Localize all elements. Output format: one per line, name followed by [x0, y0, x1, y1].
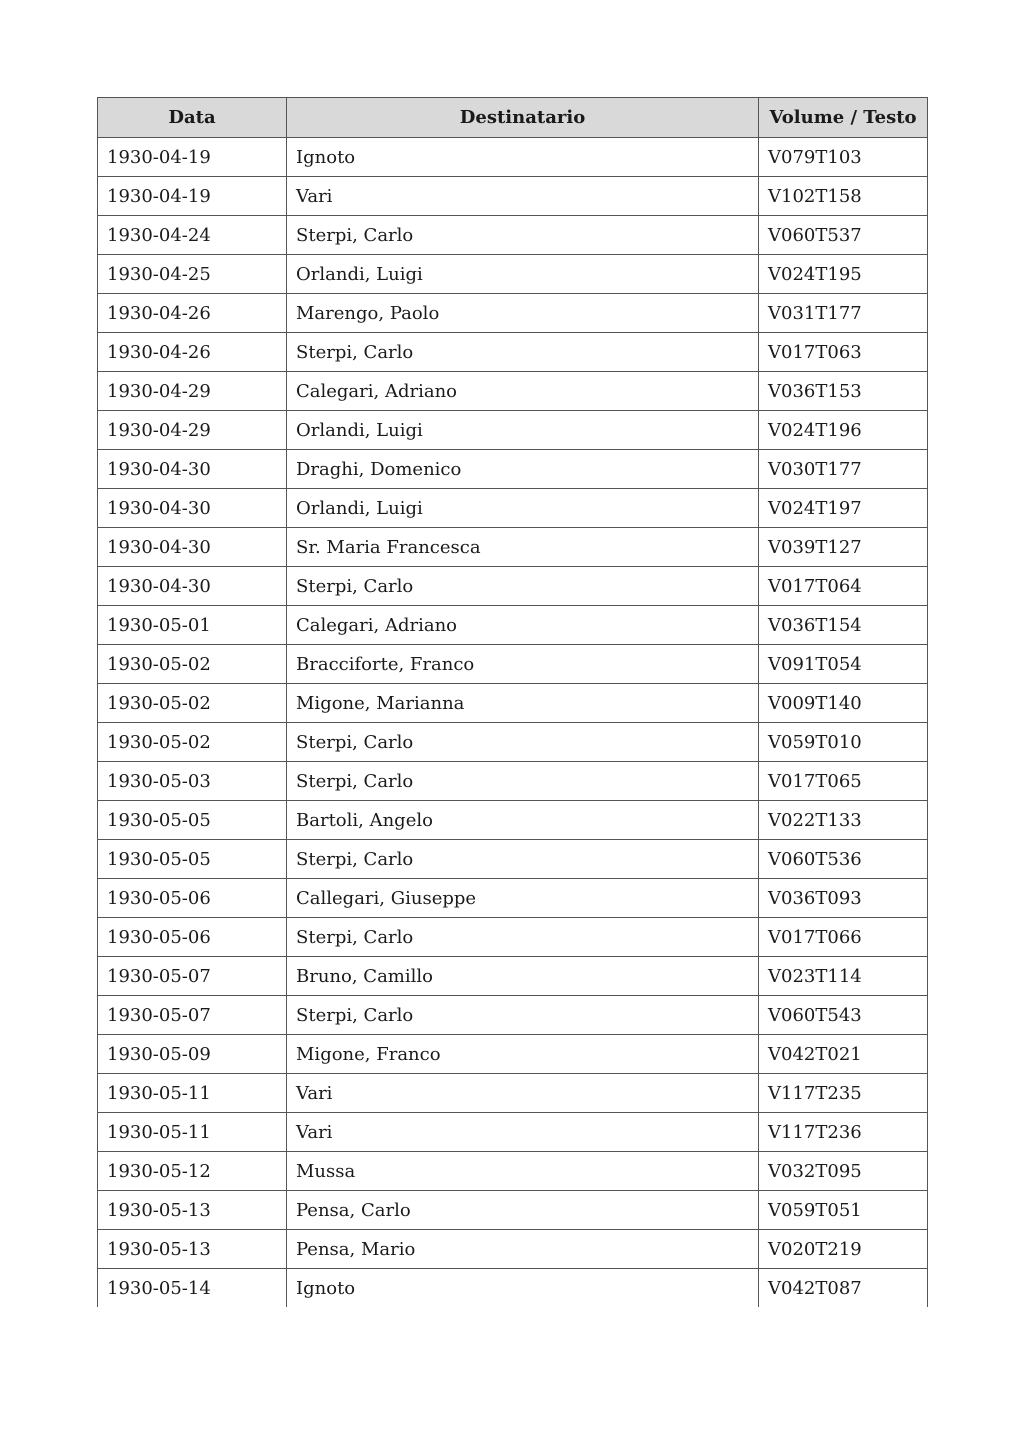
- cell-recipient: Bartoli, Angelo: [287, 801, 759, 840]
- cell-recipient: Sr. Maria Francesca: [287, 528, 759, 567]
- cell-date: 1930-04-25: [98, 255, 287, 294]
- cell-date: 1930-05-03: [98, 762, 287, 801]
- table-row: [98, 879, 928, 918]
- cell-date: 1930-05-06: [98, 918, 287, 957]
- cell-recipient: Callegari, Giuseppe: [287, 879, 759, 918]
- cell-date: 1930-04-29: [98, 372, 287, 411]
- cell-volume: V060T543: [759, 996, 928, 1035]
- cell-volume: V017T063: [759, 333, 928, 372]
- cell-recipient: Orlandi, Luigi: [287, 489, 759, 528]
- cell-recipient: Sterpi, Carlo: [287, 333, 759, 372]
- column-header-date: Data: [98, 98, 287, 138]
- cell-recipient: Migone, Marianna: [287, 684, 759, 723]
- table-row: [98, 450, 928, 489]
- table-row: [98, 567, 928, 606]
- cell-volume: V030T177: [759, 450, 928, 489]
- table-row: [98, 177, 928, 216]
- table-row: [98, 333, 928, 372]
- cell-volume: V024T195: [759, 255, 928, 294]
- table-body: [98, 138, 928, 1308]
- cell-recipient: Mussa: [287, 1152, 759, 1191]
- table-row: [98, 723, 928, 762]
- table-row: [98, 1230, 928, 1269]
- table-row: [98, 996, 928, 1035]
- cell-volume: V032T095: [759, 1152, 928, 1191]
- cell-recipient: Vari: [287, 1113, 759, 1152]
- cell-recipient: Bracciforte, Franco: [287, 645, 759, 684]
- table-row: [98, 255, 928, 294]
- cell-recipient: Sterpi, Carlo: [287, 918, 759, 957]
- cell-date: 1930-04-30: [98, 450, 287, 489]
- cell-date: 1930-04-29: [98, 411, 287, 450]
- cell-recipient: Sterpi, Carlo: [287, 723, 759, 762]
- cell-date: 1930-05-01: [98, 606, 287, 645]
- cell-volume: V020T219: [759, 1230, 928, 1269]
- cell-date: 1930-05-13: [98, 1230, 287, 1269]
- cell-date: 1930-05-11: [98, 1074, 287, 1113]
- table-row: [98, 1152, 928, 1191]
- table-row: [98, 645, 928, 684]
- cell-date: 1930-05-13: [98, 1191, 287, 1230]
- cell-recipient: Marengo, Paolo: [287, 294, 759, 333]
- cell-volume: V102T158: [759, 177, 928, 216]
- cell-volume: V060T537: [759, 216, 928, 255]
- cell-date: 1930-05-05: [98, 840, 287, 879]
- cell-recipient: Calegari, Adriano: [287, 606, 759, 645]
- cell-date: 1930-05-06: [98, 879, 287, 918]
- cell-date: 1930-04-26: [98, 294, 287, 333]
- table-row: [98, 411, 928, 450]
- cell-volume: V009T140: [759, 684, 928, 723]
- cell-date: 1930-04-30: [98, 489, 287, 528]
- column-header-volume: Volume / Testo: [759, 98, 928, 138]
- cell-recipient: Migone, Franco: [287, 1035, 759, 1074]
- cell-volume: V017T065: [759, 762, 928, 801]
- table-row: [98, 1113, 928, 1152]
- cell-date: 1930-04-19: [98, 177, 287, 216]
- cell-volume: V017T066: [759, 918, 928, 957]
- cell-recipient: Orlandi, Luigi: [287, 411, 759, 450]
- cell-recipient: Sterpi, Carlo: [287, 567, 759, 606]
- cell-recipient: Bruno, Camillo: [287, 957, 759, 996]
- cell-volume: V039T127: [759, 528, 928, 567]
- table-row: [98, 606, 928, 645]
- cell-recipient: Orlandi, Luigi: [287, 255, 759, 294]
- cell-recipient: Ignoto: [287, 138, 759, 177]
- letters-table: [97, 97, 928, 1307]
- cell-volume: V022T133: [759, 801, 928, 840]
- table-row: [98, 216, 928, 255]
- cell-volume: V079T103: [759, 138, 928, 177]
- table-row: [98, 1035, 928, 1074]
- cell-date: 1930-05-02: [98, 723, 287, 762]
- cell-volume: V036T093: [759, 879, 928, 918]
- table-row: [98, 489, 928, 528]
- cell-date: 1930-05-09: [98, 1035, 287, 1074]
- cell-recipient: Pensa, Mario: [287, 1230, 759, 1269]
- cell-volume: V024T197: [759, 489, 928, 528]
- table-row: [98, 918, 928, 957]
- cell-recipient: Draghi, Domenico: [287, 450, 759, 489]
- table-row: [98, 684, 928, 723]
- cell-recipient: Calegari, Adriano: [287, 372, 759, 411]
- cell-date: 1930-05-07: [98, 996, 287, 1035]
- cell-volume: V036T153: [759, 372, 928, 411]
- cell-volume: V059T051: [759, 1191, 928, 1230]
- cell-volume: V031T177: [759, 294, 928, 333]
- cell-recipient: Pensa, Carlo: [287, 1191, 759, 1230]
- cell-recipient: Sterpi, Carlo: [287, 762, 759, 801]
- cell-volume: V117T235: [759, 1074, 928, 1113]
- cell-date: 1930-04-24: [98, 216, 287, 255]
- cell-recipient: Vari: [287, 177, 759, 216]
- table-row: [98, 840, 928, 879]
- column-header-recipient: Destinatario: [287, 98, 759, 138]
- cell-volume: V042T021: [759, 1035, 928, 1074]
- cell-volume: V091T054: [759, 645, 928, 684]
- table-row: [98, 1191, 928, 1230]
- cell-date: 1930-05-12: [98, 1152, 287, 1191]
- cell-recipient: Sterpi, Carlo: [287, 216, 759, 255]
- cell-volume: V059T010: [759, 723, 928, 762]
- cell-recipient: Sterpi, Carlo: [287, 840, 759, 879]
- cell-volume: V023T114: [759, 957, 928, 996]
- cell-volume: V036T154: [759, 606, 928, 645]
- cell-date: 1930-05-05: [98, 801, 287, 840]
- cell-volume: V117T236: [759, 1113, 928, 1152]
- cell-volume: V042T087: [759, 1269, 928, 1308]
- table-row: [98, 138, 928, 177]
- table-row: [98, 957, 928, 996]
- cell-date: 1930-05-07: [98, 957, 287, 996]
- table-row: [98, 528, 928, 567]
- header-row: [98, 98, 928, 138]
- cell-date: 1930-05-02: [98, 684, 287, 723]
- cell-date: 1930-05-02: [98, 645, 287, 684]
- table-header: [98, 98, 928, 138]
- table-row: [98, 1074, 928, 1113]
- cell-date: 1930-04-30: [98, 567, 287, 606]
- cell-date: 1930-04-30: [98, 528, 287, 567]
- table-row: [98, 762, 928, 801]
- table-row: [98, 801, 928, 840]
- table-row: [98, 294, 928, 333]
- cell-volume: V024T196: [759, 411, 928, 450]
- cell-recipient: Vari: [287, 1074, 759, 1113]
- cell-recipient: Sterpi, Carlo: [287, 996, 759, 1035]
- cell-date: 1930-05-11: [98, 1113, 287, 1152]
- table-row: [98, 1269, 928, 1308]
- cell-volume: V017T064: [759, 567, 928, 606]
- table-row: [98, 372, 928, 411]
- cell-date: 1930-04-26: [98, 333, 287, 372]
- cell-date: 1930-04-19: [98, 138, 287, 177]
- cell-recipient: Ignoto: [287, 1269, 759, 1308]
- cell-volume: V060T536: [759, 840, 928, 879]
- cell-date: 1930-05-14: [98, 1269, 287, 1308]
